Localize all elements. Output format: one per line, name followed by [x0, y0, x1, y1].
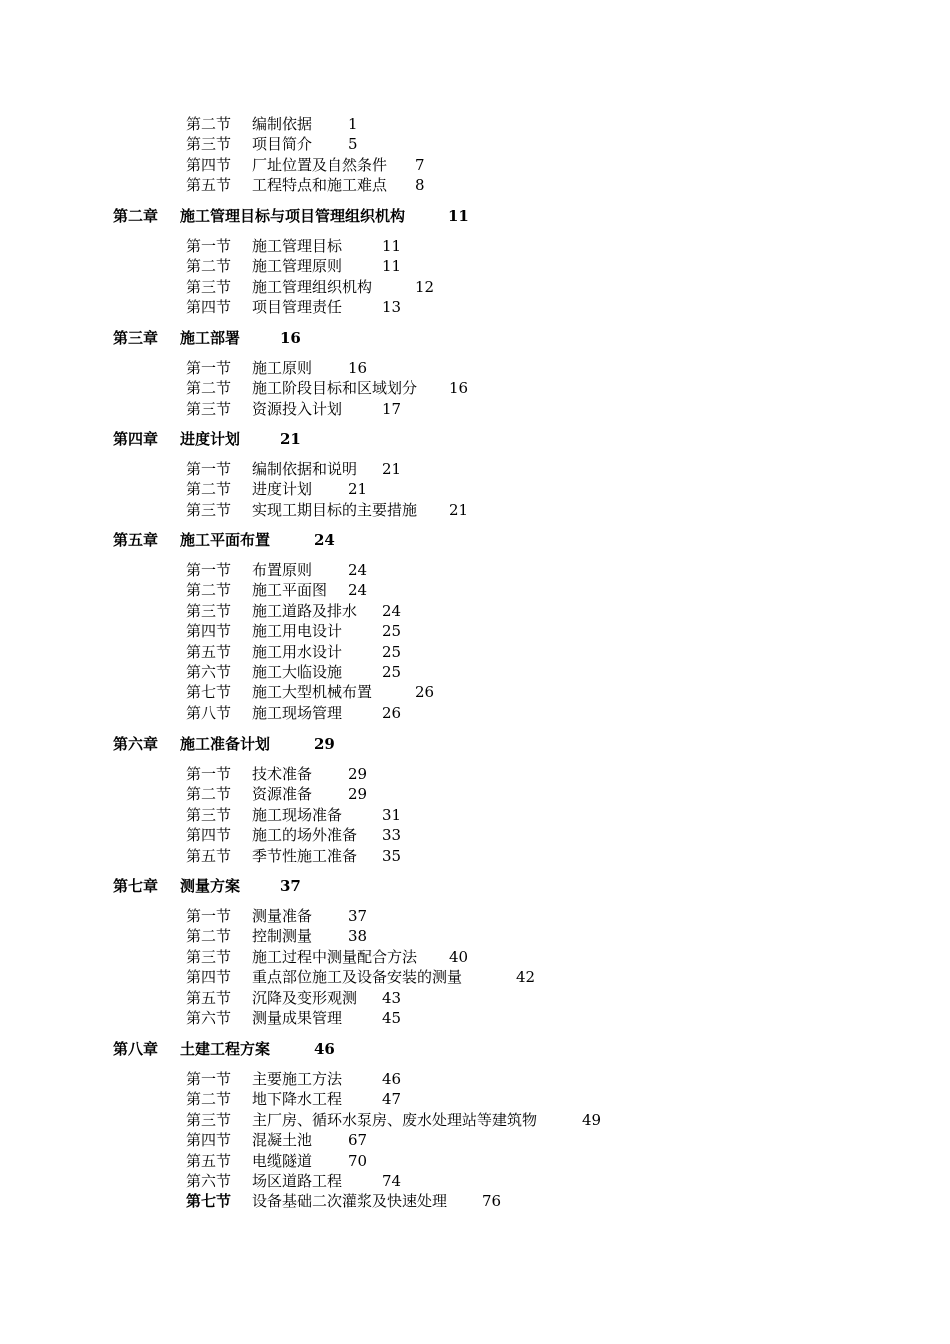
- section-row[interactable]: [186, 601, 402, 621]
- section-row[interactable]: [186, 560, 368, 580]
- section-row-number: 第四节: [186, 968, 232, 986]
- section-row[interactable]: [186, 1008, 402, 1028]
- section-row-page-number: 21: [348, 480, 368, 498]
- section-row-number: 第六节: [186, 1009, 232, 1027]
- section-row-page-number: 25: [382, 643, 402, 661]
- section-row-title: 设备基础二次灌浆及快速处理: [252, 1192, 448, 1210]
- chapter-heading-page-number: 24: [314, 531, 335, 549]
- section-row-page-number: 29: [348, 785, 368, 803]
- chapter-heading-title: 进度计划: [180, 430, 241, 448]
- section-row-number: 第八节: [186, 704, 232, 722]
- section-row-title: 场区道路工程: [252, 1172, 343, 1190]
- section-row-title: 施工现场准备: [252, 806, 343, 824]
- chapter-heading-number: 第四章: [113, 430, 159, 448]
- chapter-heading-number: 第二章: [113, 207, 159, 225]
- section-row-page-number: 11: [382, 257, 402, 275]
- section-row-title: 主厂房、循环水泵房、废水处理站等建筑物: [252, 1111, 538, 1129]
- section-row-page-number: 42: [516, 968, 536, 986]
- section-row-number: 第一节: [186, 359, 232, 377]
- section-row[interactable]: [186, 662, 402, 682]
- section-row-number: 第四节: [186, 156, 232, 174]
- section-row[interactable]: [186, 642, 402, 662]
- section-row-title: 施工平面图: [252, 581, 328, 599]
- section-row-page-number: 16: [449, 379, 469, 397]
- section-row-page-number: 38: [348, 927, 368, 945]
- section-row-title: 施工现场管理: [252, 704, 343, 722]
- section-row[interactable]: [186, 399, 402, 419]
- section-row-page-number: 31: [382, 806, 402, 824]
- section-row-page-number: 26: [415, 683, 435, 701]
- section-row[interactable]: [186, 926, 368, 946]
- section-row-number: 第一节: [186, 765, 232, 783]
- section-row-title: 施工大型机械布置: [252, 683, 373, 701]
- section-row-page-number: 45: [382, 1009, 402, 1027]
- section-row[interactable]: [186, 825, 402, 845]
- section-row-title: 主要施工方法: [252, 1070, 343, 1088]
- section-row[interactable]: [186, 846, 402, 866]
- chapter-heading-page-number: 37: [280, 877, 301, 895]
- chapter-heading-page-number: 16: [280, 329, 301, 347]
- chapter-heading[interactable]: [113, 206, 469, 226]
- section-row-title: 施工管理组织机构: [252, 278, 373, 296]
- section-row-page-number: 24: [348, 561, 368, 579]
- section-row[interactable]: [186, 1191, 502, 1211]
- chapter-heading-number: 第五章: [113, 531, 159, 549]
- section-row-title: 实现工期目标的主要措施: [252, 501, 418, 519]
- section-row-title: 工程特点和施工难点: [252, 176, 388, 194]
- section-row-number: 第三节: [186, 1111, 232, 1129]
- section-row-page-number: 76: [482, 1192, 502, 1210]
- section-row-page-number: 33: [382, 826, 402, 844]
- section-row-number: 第二节: [186, 581, 232, 599]
- section-row-number: 第三节: [186, 278, 232, 296]
- section-row-number: 第三节: [186, 135, 232, 153]
- section-row[interactable]: [186, 703, 402, 723]
- section-row-number: 第七节: [186, 1192, 232, 1210]
- section-row[interactable]: [186, 784, 368, 804]
- section-row-title: 厂址位置及自然条件: [252, 156, 388, 174]
- section-row-number: 第五节: [186, 1152, 232, 1170]
- section-row[interactable]: [186, 175, 425, 195]
- section-row-number: 第二节: [186, 115, 232, 133]
- section-row[interactable]: [186, 134, 358, 154]
- section-row-page-number: 74: [382, 1172, 402, 1190]
- section-row-page-number: 5: [348, 135, 358, 153]
- section-row-title: 施工用电设计: [252, 622, 343, 640]
- section-row-title: 重点部位施工及设备安装的测量: [252, 968, 463, 986]
- section-row-page-number: 46: [382, 1070, 402, 1088]
- section-row-page-number: 24: [348, 581, 368, 599]
- section-row[interactable]: [186, 500, 469, 520]
- section-row-title: 沉降及变形观测: [252, 989, 358, 1007]
- section-row[interactable]: [186, 256, 402, 276]
- section-row-number: 第一节: [186, 460, 232, 478]
- section-row-page-number: 40: [449, 948, 469, 966]
- section-row-page-number: 21: [382, 460, 402, 478]
- section-row-title: 资源准备: [252, 785, 313, 803]
- section-row-number: 第三节: [186, 501, 232, 519]
- section-row-number: 第四节: [186, 622, 232, 640]
- chapter-heading-number: 第三章: [113, 329, 159, 347]
- section-row-number: 第一节: [186, 237, 232, 255]
- section-row-number: 第五节: [186, 176, 232, 194]
- section-row-page-number: 67: [348, 1131, 368, 1149]
- section-row-number: 第二节: [186, 1090, 232, 1108]
- section-row-page-number: 17: [382, 400, 402, 418]
- chapter-heading-page-number: 46: [314, 1040, 335, 1058]
- section-row-page-number: 7: [415, 156, 425, 174]
- section-row-number: 第五节: [186, 643, 232, 661]
- section-row[interactable]: [186, 297, 402, 317]
- chapter-heading[interactable]: [113, 734, 335, 754]
- section-row-title: 季节性施工准备: [252, 847, 358, 865]
- section-row-page-number: 35: [382, 847, 402, 865]
- section-row-title: 编制依据: [252, 115, 313, 133]
- section-row-title: 测量准备: [252, 907, 313, 925]
- section-row-title: 施工原则: [252, 359, 313, 377]
- section-row[interactable]: [186, 764, 368, 784]
- section-row[interactable]: [186, 621, 402, 641]
- section-row-number: 第一节: [186, 1070, 232, 1088]
- section-row-page-number: 1: [348, 115, 358, 133]
- section-row-number: 第二节: [186, 927, 232, 945]
- section-row[interactable]: [186, 1069, 402, 1089]
- section-row-title: 编制依据和说明: [252, 460, 358, 478]
- section-row-page-number: 70: [348, 1152, 368, 1170]
- section-row-title: 施工用水设计: [252, 643, 343, 661]
- section-row-title: 施工过程中测量配合方法: [252, 948, 418, 966]
- section-row-page-number: 49: [582, 1111, 602, 1129]
- section-row-number: 第二节: [186, 785, 232, 803]
- section-row-number: 第三节: [186, 806, 232, 824]
- section-row-number: 第五节: [186, 989, 232, 1007]
- section-row-page-number: 26: [382, 704, 402, 722]
- section-row-title: 施工大临设施: [252, 663, 343, 681]
- section-row[interactable]: [186, 906, 368, 926]
- section-row-page-number: 12: [415, 278, 435, 296]
- chapter-heading-page-number: 29: [314, 735, 335, 753]
- section-row[interactable]: [186, 378, 469, 398]
- section-row[interactable]: [186, 358, 368, 378]
- section-row-title: 技术准备: [252, 765, 313, 783]
- section-row[interactable]: [186, 682, 435, 702]
- section-row-title: 布置原则: [252, 561, 313, 579]
- chapter-heading-title: 施工准备计划: [180, 735, 271, 753]
- section-row-number: 第三节: [186, 400, 232, 418]
- chapter-heading-page-number: 21: [280, 430, 301, 448]
- section-row-title: 项目简介: [252, 135, 313, 153]
- section-row-number: 第二节: [186, 480, 232, 498]
- section-row-title: 施工道路及排水: [252, 602, 358, 620]
- section-row-page-number: 47: [382, 1090, 402, 1108]
- section-row-title: 控制测量: [252, 927, 313, 945]
- section-row[interactable]: [186, 479, 368, 499]
- section-row-title: 资源投入计划: [252, 400, 343, 418]
- section-row[interactable]: [186, 967, 536, 987]
- section-row-page-number: 29: [348, 765, 368, 783]
- chapter-heading-title: 施工部署: [180, 329, 241, 347]
- section-row-number: 第七节: [186, 683, 232, 701]
- section-row-number: 第二节: [186, 379, 232, 397]
- chapter-heading-title: 测量方案: [180, 877, 241, 895]
- section-row[interactable]: [186, 1089, 402, 1109]
- chapter-heading[interactable]: [113, 328, 301, 348]
- section-row-number: 第三节: [186, 948, 232, 966]
- section-row-number: 第一节: [186, 907, 232, 925]
- section-row-number: 第三节: [186, 602, 232, 620]
- section-row-title: 测量成果管理: [252, 1009, 343, 1027]
- section-row-page-number: 11: [382, 237, 402, 255]
- chapter-heading[interactable]: [113, 530, 335, 550]
- section-row[interactable]: [186, 988, 402, 1008]
- chapter-heading-title: 施工管理目标与项目管理组织机构: [180, 207, 406, 225]
- section-row-number: 第六节: [186, 663, 232, 681]
- chapter-heading-title: 施工平面布置: [180, 531, 271, 549]
- chapter-heading-number: 第八章: [113, 1040, 159, 1058]
- section-row-title: 施工阶段目标和区域划分: [252, 379, 418, 397]
- section-row-page-number: 25: [382, 663, 402, 681]
- section-row-title: 地下降水工程: [252, 1090, 343, 1108]
- section-row-page-number: 21: [449, 501, 469, 519]
- section-row-number: 第五节: [186, 847, 232, 865]
- section-row[interactable]: [186, 277, 435, 297]
- chapter-heading-title: 土建工程方案: [180, 1040, 271, 1058]
- chapter-heading-number: 第七章: [113, 877, 159, 895]
- section-row[interactable]: [186, 114, 358, 134]
- section-row-title: 混凝土池: [252, 1131, 313, 1149]
- section-row-title: 电缆隧道: [252, 1152, 313, 1170]
- section-row-title: 施工管理目标: [252, 237, 343, 255]
- section-row-page-number: 24: [382, 602, 402, 620]
- section-row-title: 进度计划: [252, 480, 313, 498]
- section-row[interactable]: [186, 580, 368, 600]
- section-row-number: 第一节: [186, 561, 232, 579]
- section-row[interactable]: [186, 459, 402, 479]
- section-row-number: 第六节: [186, 1172, 232, 1190]
- section-row-number: 第四节: [186, 1131, 232, 1149]
- section-row-number: 第四节: [186, 826, 232, 844]
- section-row-page-number: 16: [348, 359, 368, 377]
- section-row-title: 项目管理责任: [252, 298, 343, 316]
- section-row-number: 第四节: [186, 298, 232, 316]
- section-row-page-number: 13: [382, 298, 402, 316]
- section-row[interactable]: [186, 236, 402, 256]
- section-row[interactable]: [186, 1171, 402, 1191]
- section-row[interactable]: [186, 947, 469, 967]
- chapter-heading[interactable]: [113, 1039, 335, 1059]
- chapter-heading[interactable]: [113, 429, 301, 449]
- section-row-page-number: 43: [382, 989, 402, 1007]
- section-row[interactable]: [186, 805, 402, 825]
- section-row[interactable]: [186, 155, 425, 175]
- section-row-title: 施工管理原则: [252, 257, 343, 275]
- chapter-heading-number: 第六章: [113, 735, 159, 753]
- chapter-heading-page-number: 11: [448, 207, 469, 225]
- chapter-heading[interactable]: [113, 876, 301, 896]
- section-row-number: 第二节: [186, 257, 232, 275]
- section-row-page-number: 8: [415, 176, 425, 194]
- section-row[interactable]: [186, 1130, 368, 1150]
- section-row-page-number: 37: [348, 907, 368, 925]
- section-row[interactable]: [186, 1151, 368, 1171]
- section-row-page-number: 25: [382, 622, 402, 640]
- section-row[interactable]: [186, 1110, 602, 1130]
- section-row-title: 施工的场外准备: [252, 826, 358, 844]
